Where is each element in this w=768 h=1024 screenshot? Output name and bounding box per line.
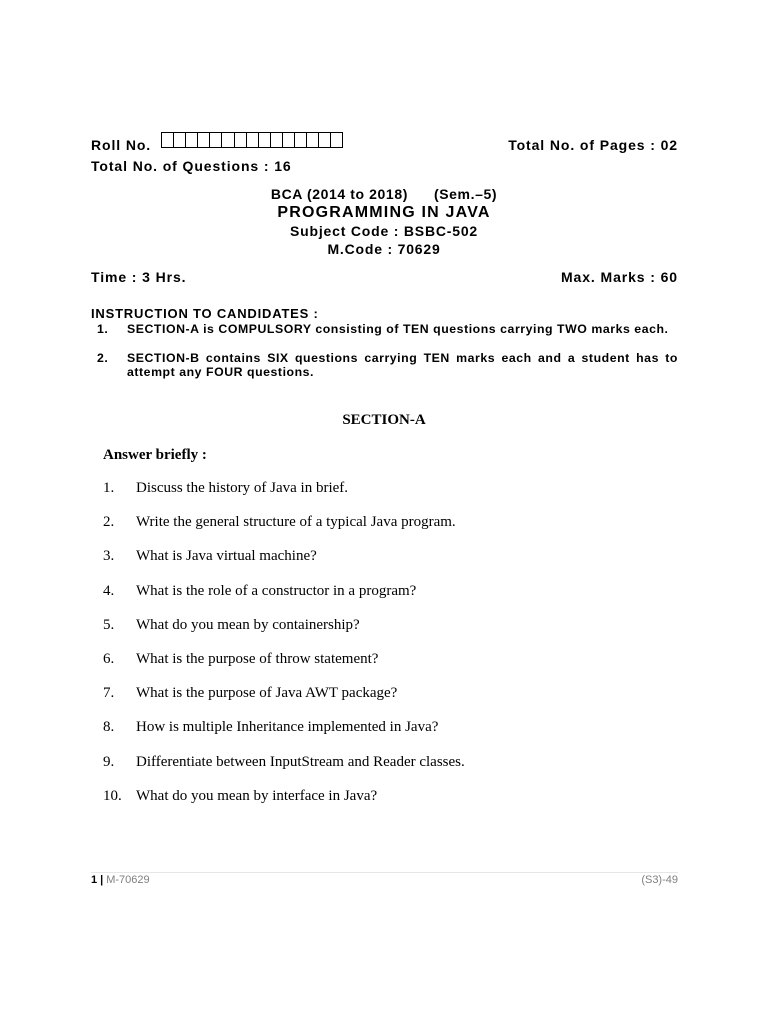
max-marks: Max. Marks : 60: [561, 269, 678, 285]
question-number: 1.: [103, 480, 115, 496]
question-text: What is Java virtual machine?: [136, 548, 317, 565]
time-allowed: Time : 3 Hrs.: [91, 269, 187, 285]
page-footer: [91, 874, 678, 886]
instruction-text: SECTION-A is COMPULSORY consisting of TEN questions carrying TWO marks each.: [127, 322, 669, 336]
instruction-text: SECTION-B contains SIX questions carrying TEN marks each and a student has to attempt any FOUR questions.: [127, 351, 678, 379]
question-number: 6.: [103, 650, 115, 667]
time-marks-row: [91, 269, 678, 285]
question-text: What do you mean by interface in Java?: [136, 787, 378, 804]
footer-divider: [91, 872, 678, 873]
answer-briefly-heading: Answer briefly :: [103, 447, 207, 463]
instruction-item: [91, 351, 678, 379]
course-line: [0, 186, 768, 202]
question-number: 8.: [103, 719, 115, 736]
question-number: 9.: [103, 753, 115, 770]
subject-code: Subject Code : BSBC-502: [290, 223, 478, 239]
question-number: 7.: [103, 685, 115, 702]
question-number: 4.: [103, 582, 115, 599]
footer-separator: |: [100, 874, 104, 886]
question-number: 2.: [103, 514, 115, 531]
question-text: Write the general structure of a typical Java program.: [136, 514, 456, 531]
total-questions: Total No. of Questions : 16: [91, 158, 292, 174]
question-text: What is the role of a constructor in a program?: [136, 582, 417, 599]
question-text: How is multiple Inheritance implemented in Java?: [136, 719, 439, 736]
course-name: BCA (2014 to 2018): [270, 186, 408, 202]
roll-number-boxes: [161, 132, 342, 148]
question-text: What do you mean by containership?: [136, 616, 360, 633]
m-code: M.Code : 70629: [327, 241, 441, 257]
semester: (Sem.–5): [433, 186, 498, 202]
question-number: 10.: [103, 787, 122, 804]
footer-series: (S3)-49: [641, 874, 678, 886]
question-number: 3.: [103, 548, 115, 565]
total-pages: Total No. of Pages : 02: [508, 137, 678, 153]
instruction-item: [91, 322, 678, 336]
subject-title: PROGRAMMING IN JAVA: [277, 204, 491, 221]
roll-number-box: [330, 132, 343, 148]
question-text: Discuss the history of Java in brief.: [136, 480, 349, 496]
roll-row: [91, 131, 678, 153]
instructions-heading: INSTRUCTION TO CANDIDATES :: [91, 306, 319, 321]
question-number: 5.: [103, 616, 115, 633]
instruction-number: 1.: [97, 322, 109, 336]
question-text: What is the purpose of throw statement?: [136, 650, 379, 667]
footer-code: M-70629: [106, 874, 150, 886]
roll-number-label: Roll No.: [91, 137, 152, 153]
question-text: What is the purpose of Java AWT package?: [136, 685, 398, 702]
section-a-title: SECTION-A: [342, 412, 426, 428]
footer-page-number: 1: [91, 874, 98, 886]
question-text: Differentiate between InputStream and Reader classes.: [136, 753, 465, 770]
instruction-number: 2.: [97, 351, 109, 365]
